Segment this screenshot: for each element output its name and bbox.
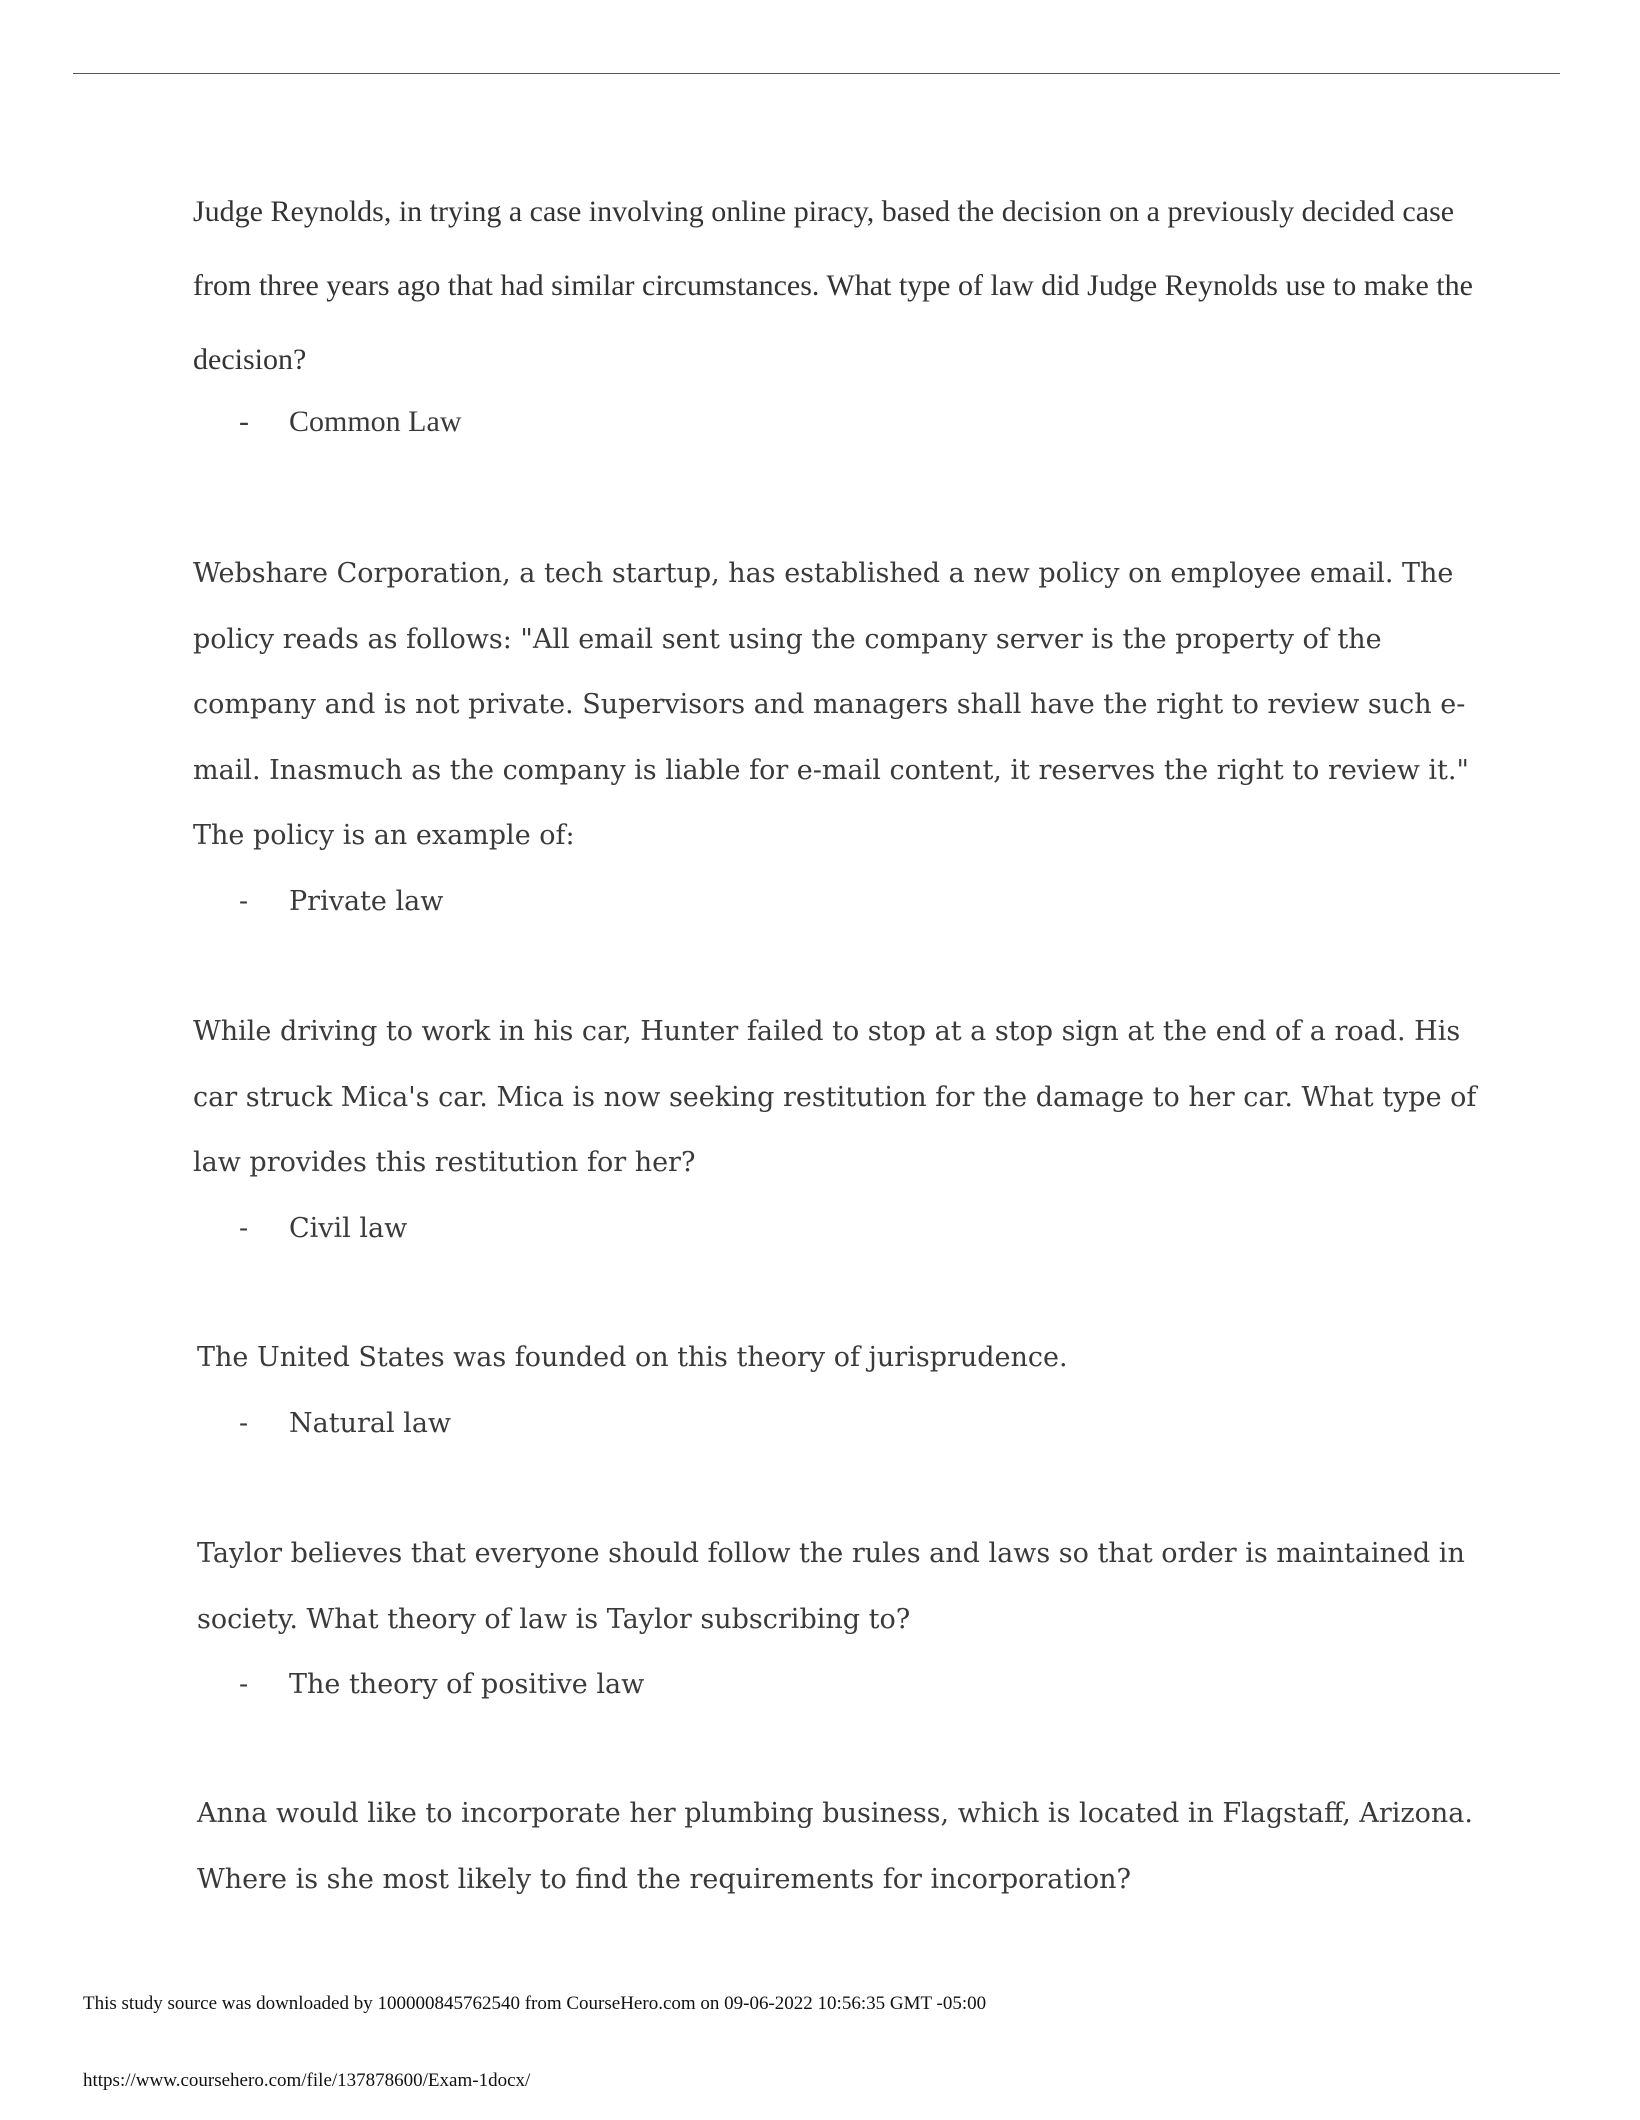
- answer-text: Civil law: [289, 1212, 408, 1244]
- download-source-line: This study source was downloaded by 100000845762540 from CourseHero.com on 09-06-2022 10:56:35 GMT -05:00: [83, 1993, 987, 2014]
- question-text: Judge Reynolds, in trying a case involving online piracy, based the decision on a previously decided case from three years ago that had similar circumstances. What type of law did Judge Reynolds use to make the decision?: [193, 195, 1473, 376]
- question-text: Anna would like to incorporate her plumbing business, which is located in Flagstaff, Arizona. Where is she most likely to find the requirements for incorporation?: [197, 1798, 1473, 1895]
- answer-item: [193, 1652, 1483, 1718]
- question-3: [193, 999, 1483, 1262]
- bullet-dash: -: [239, 1407, 249, 1439]
- answer-item: [193, 389, 1483, 455]
- answer-text: The theory of positive law: [289, 1669, 645, 1700]
- answer-text: Natural law: [289, 1407, 452, 1439]
- source-url-link[interactable]: https://www.coursehero.com/file/137878600/Exam-1docx/: [83, 2070, 531, 2091]
- question-1: [193, 175, 1483, 455]
- bullet-dash: -: [239, 1212, 249, 1244]
- question-4: [197, 1325, 1487, 1457]
- bullet-dash: -: [239, 1669, 249, 1700]
- bullet-dash: -: [239, 405, 249, 438]
- question-text: Webshare Corporation, a tech startup, has established a new policy on employee email. The policy reads as follows: "All email sent using the company server is the property of the company and is not private. Supervisors and managers shall have the right to review such e-mail. Inasmuch as the company is liable for e-mail content, it reserves the right to review it." The policy is an example of:: [193, 558, 1469, 851]
- top-rule: [73, 73, 1560, 74]
- answer-item: [193, 1391, 1483, 1457]
- bullet-dash: -: [239, 885, 249, 917]
- answer-item: [193, 1196, 1483, 1262]
- question-text: While driving to work in his car, Hunter failed to stop at a stop sign at the end of a road. His car struck Mica's car. Mica is now seeking restitution for the damage to her car. What type of law provides this restitution for her?: [193, 1016, 1477, 1178]
- answer-text: Common Law: [289, 405, 462, 438]
- question-6: [197, 1781, 1487, 1912]
- question-2: [193, 541, 1483, 935]
- answer-text: Private law: [289, 885, 444, 917]
- question-text: The United States was founded on this theory of jurisprudence.: [197, 1342, 1068, 1373]
- answer-item: [193, 869, 1483, 935]
- question-5: [197, 1521, 1487, 1718]
- question-text: Taylor believes that everyone should follow the rules and laws so that order is maintained in society. What theory of law is Taylor subscribing to?: [197, 1538, 1465, 1635]
